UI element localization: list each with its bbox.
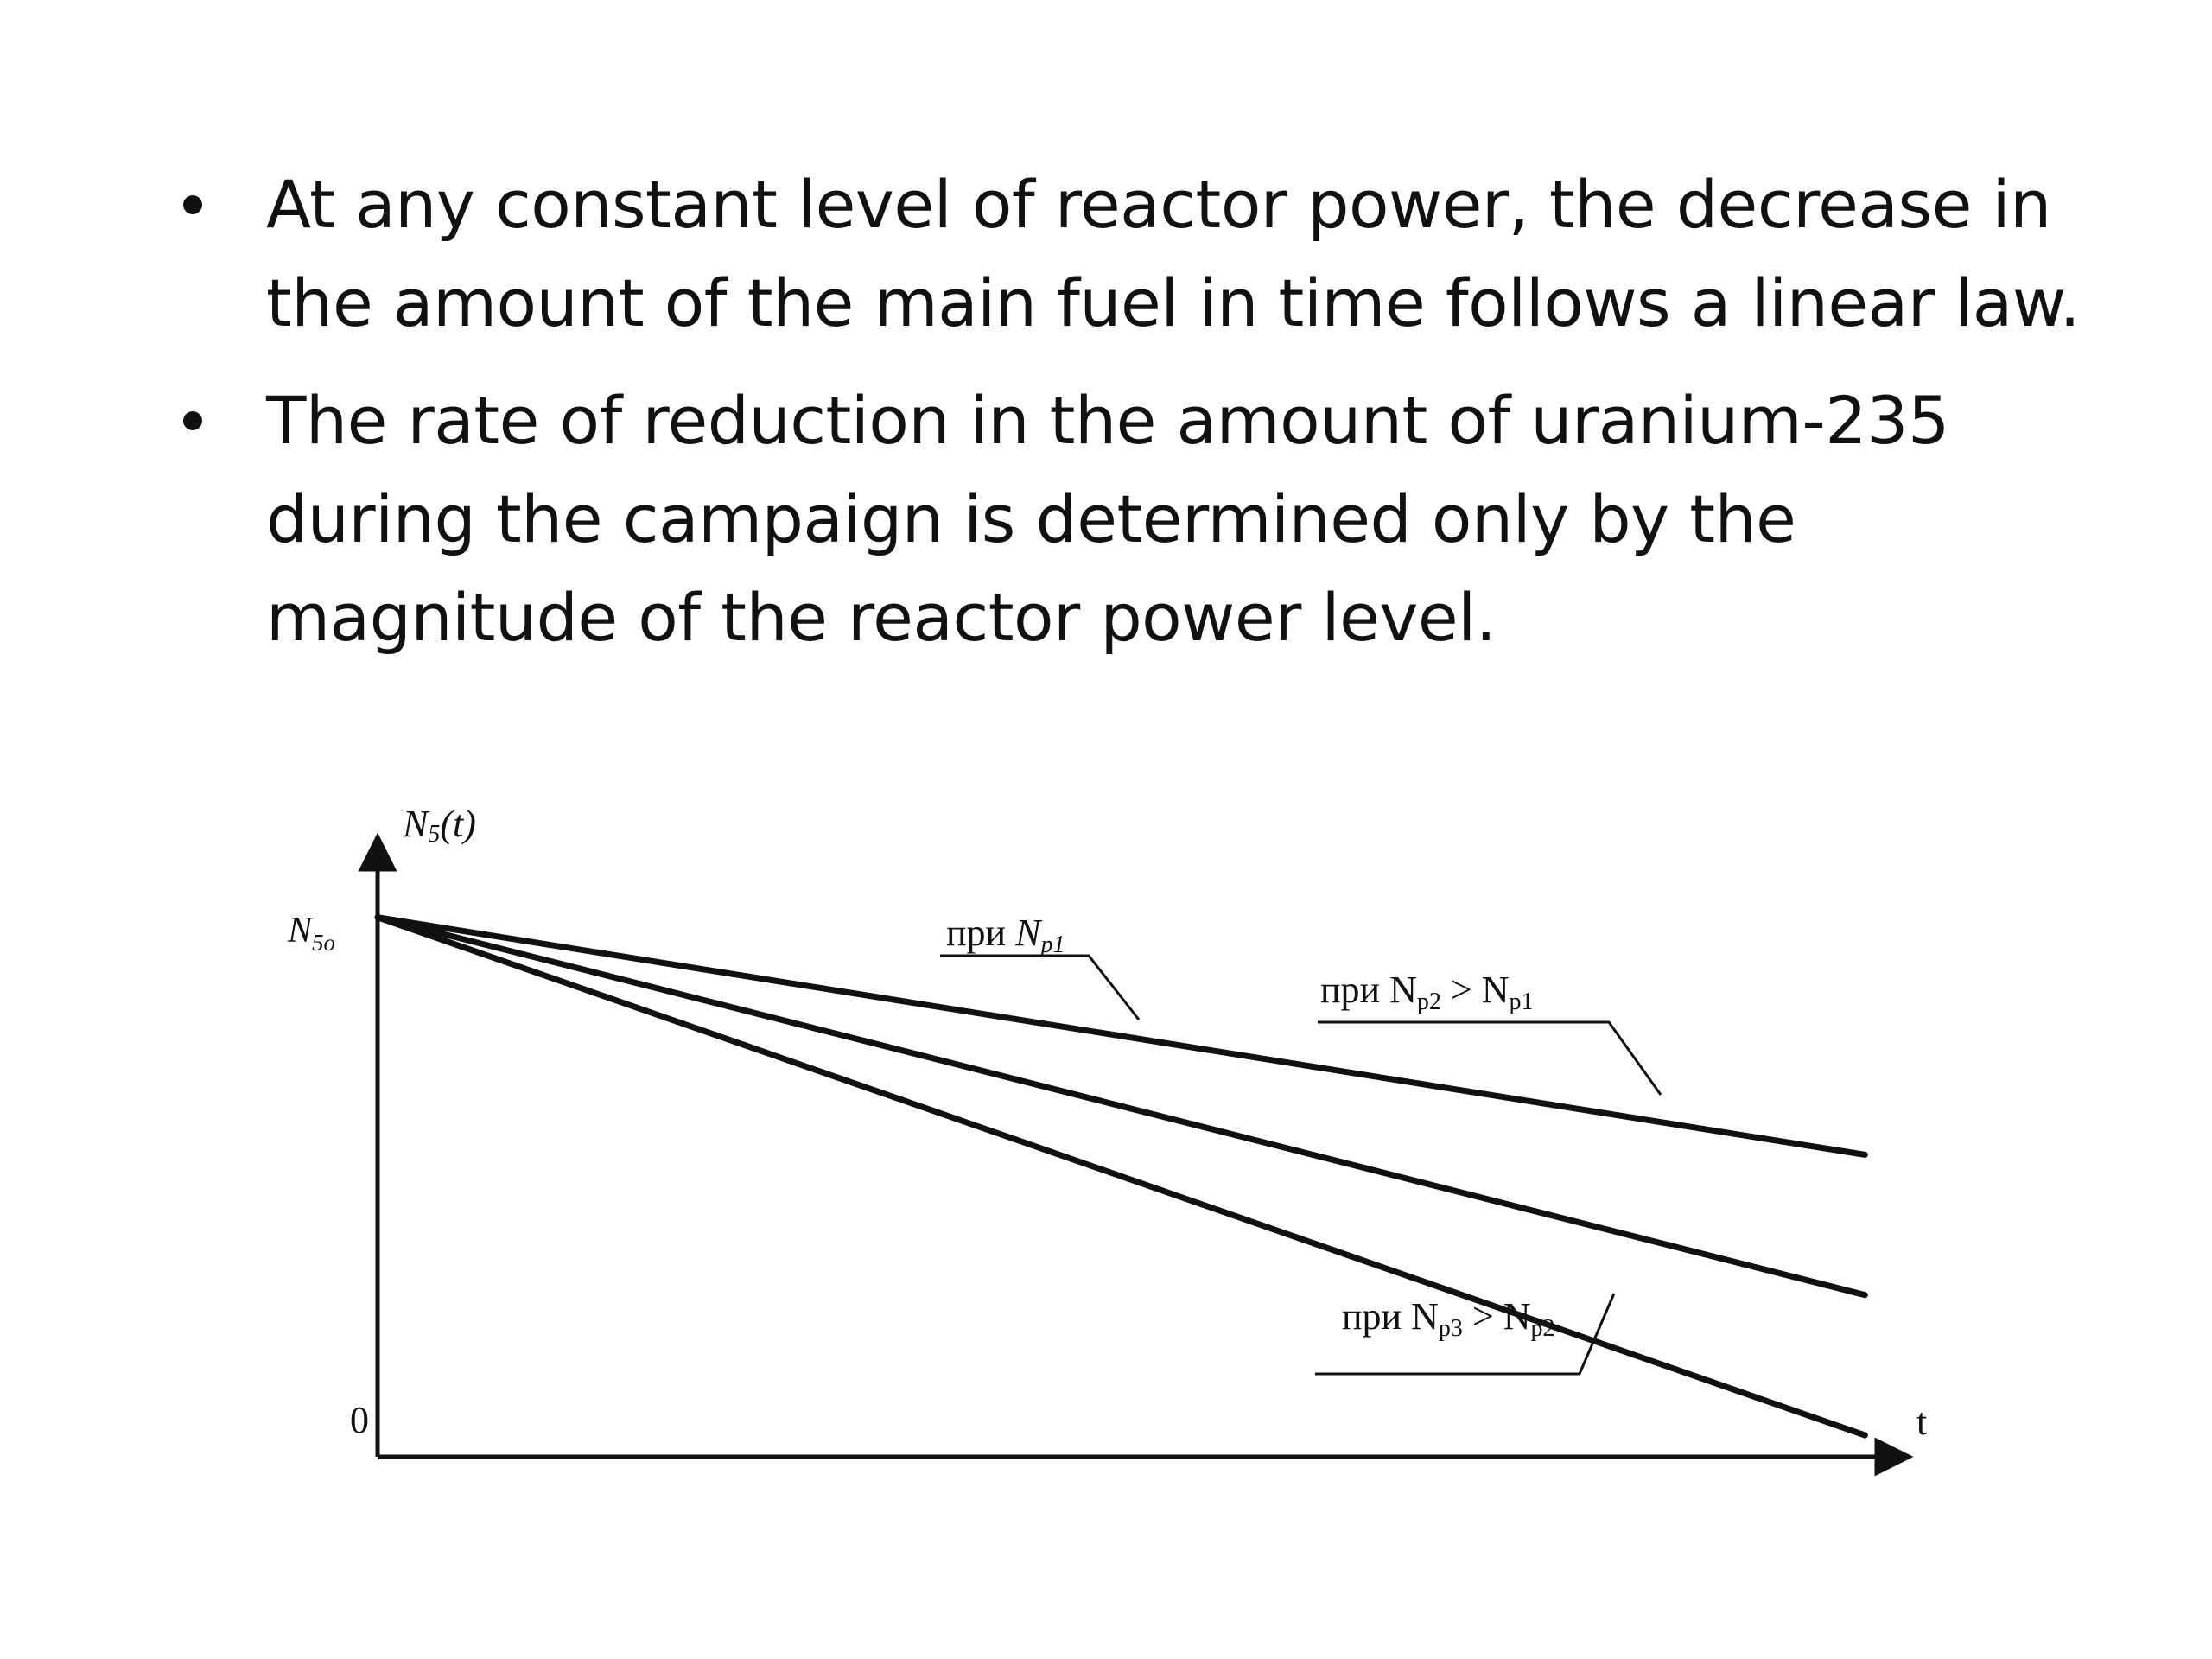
initial-value-main: N [288,911,313,950]
origin-label: 0 [350,1399,369,1441]
callout-np3-sub: p3 [1438,1315,1463,1342]
callout-np1-main: N [1015,912,1041,954]
callout-np2-sub: p2 [1416,988,1441,1015]
series-line-np1 [378,918,1865,1155]
y-axis-label-main: N [403,803,429,845]
x-axis-label: t [1916,1401,1928,1443]
callout-np1 [940,912,1139,1020]
callout-label-np3 [1342,1295,1554,1342]
bullet-text: The rate of reduction in the amount of uranium-235 during the campaign is determined only by the magnitude of the reactor power level. [266,382,1949,656]
callout-np3-rest: > N [1462,1295,1531,1338]
callout-np2-prefix: при N [1320,969,1417,1011]
initial-value-sub: 5o [312,930,336,956]
series-line-np2 [378,918,1865,1295]
y-axis-label-tail: (t) [440,803,476,845]
callout-np3-prefix: при N [1342,1295,1439,1338]
bullet-text: At any constant level of reactor power, the decrease in the amount of the main fuel in time follows a linear law. [266,166,2081,341]
initial-value-label [287,911,335,956]
callout-np3-sub2: p2 [1530,1315,1555,1342]
callout-np2-rest: > N [1440,969,1510,1011]
series-line-np3 [378,918,1865,1435]
callout-leader-np2 [1318,1022,1661,1095]
callout-np2-sub2: p1 [1509,988,1534,1015]
callout-np1-prefix: при [946,912,1016,954]
series-lines [378,918,1865,1435]
callout-label-np1 [946,912,1065,958]
callout-label-np2 [1320,969,1533,1015]
y-axis-label-sub: 5 [428,821,441,848]
y-axis-label [402,803,476,848]
callout-np1-sub: p1 [1040,931,1065,958]
